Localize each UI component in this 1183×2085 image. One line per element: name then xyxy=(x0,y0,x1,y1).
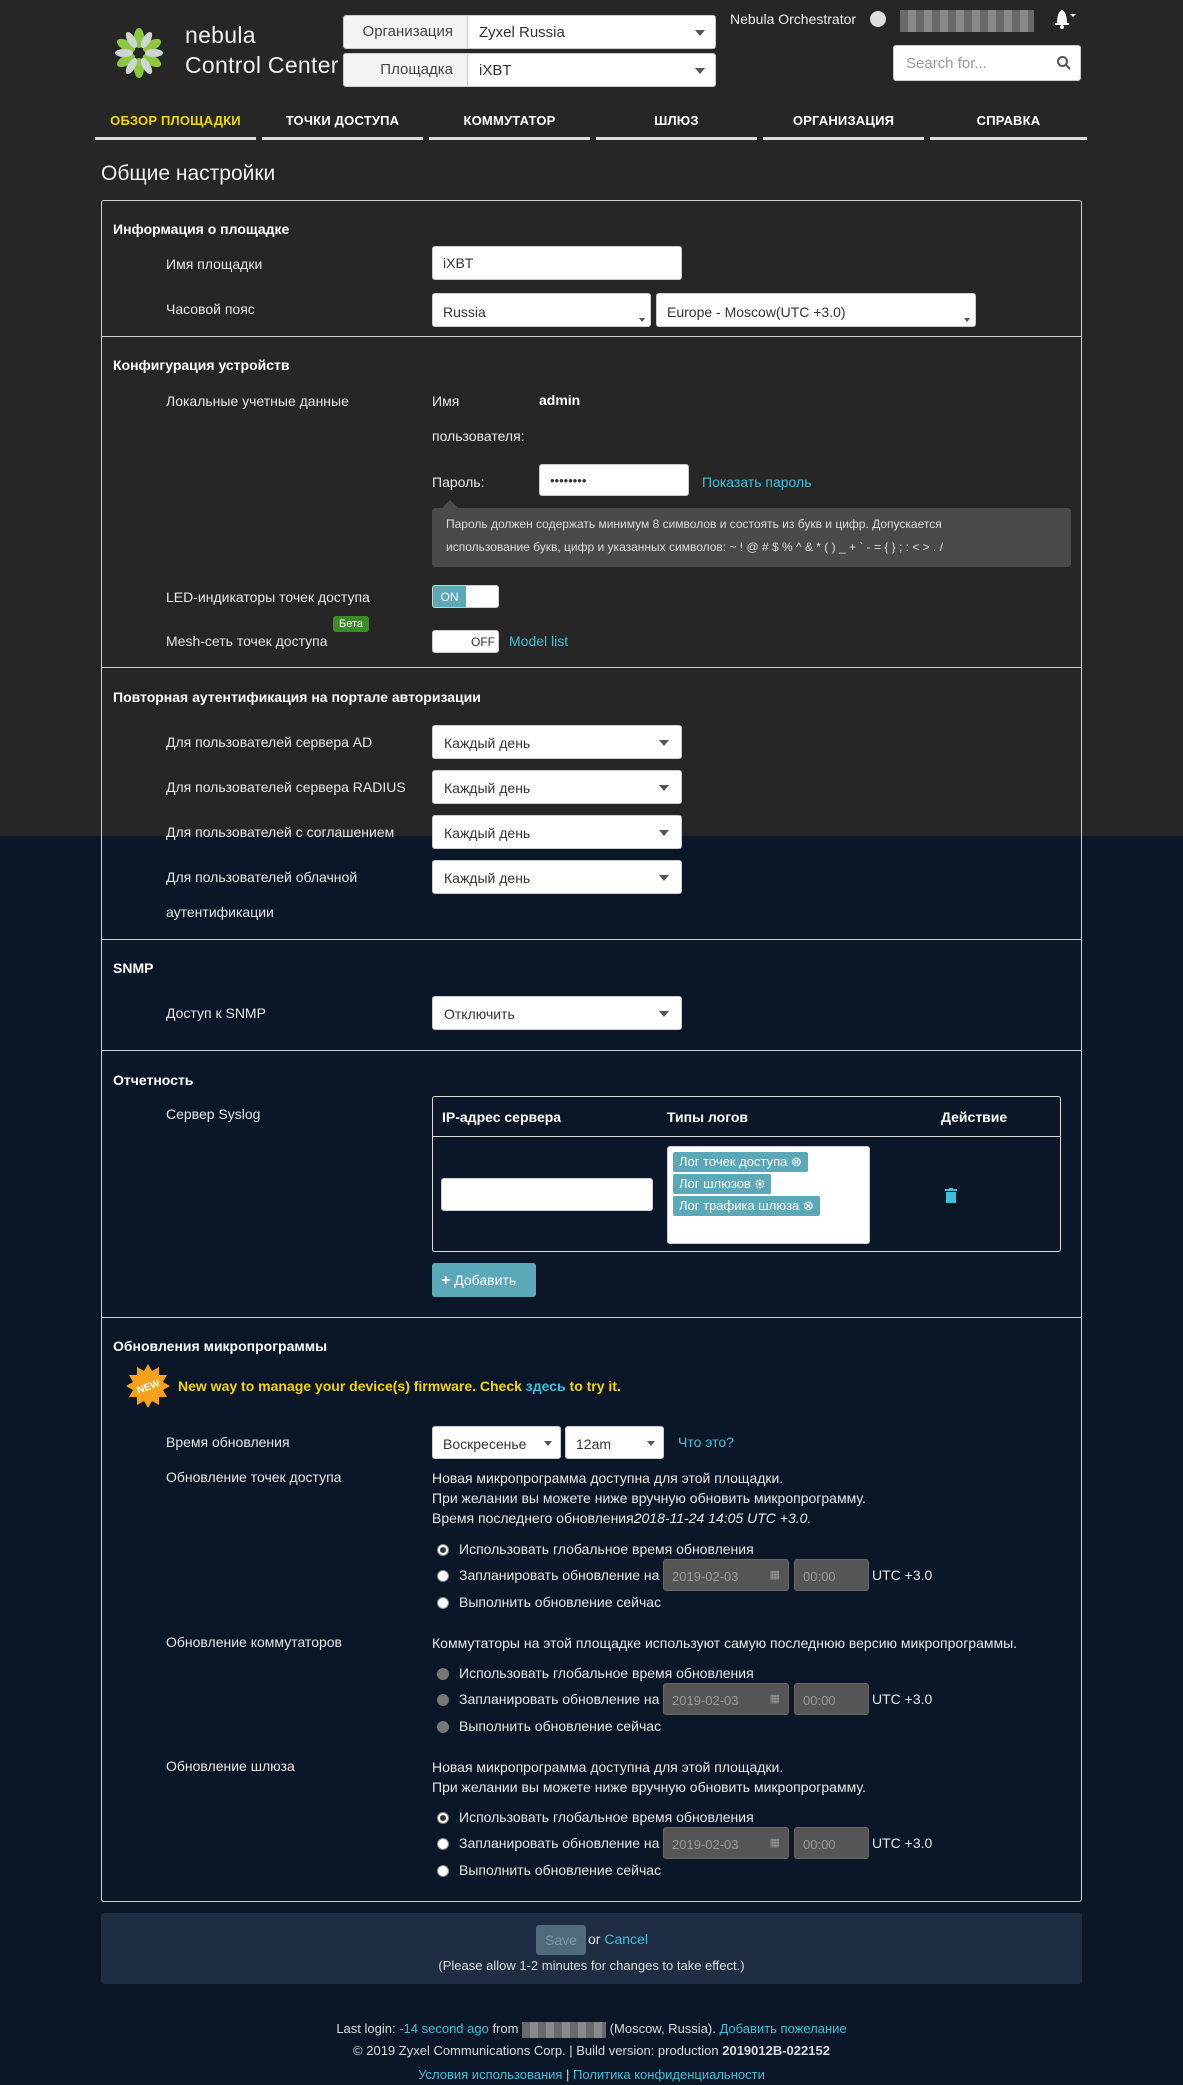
show-password-link[interactable]: Показать пароль xyxy=(702,474,812,490)
ap-update-line: При желании вы можете ниже вручную обновить микропрограмму. xyxy=(432,1490,866,1506)
reauth-radius-label: Для пользователей сервера RADIUS xyxy=(166,779,406,795)
remove-tag-icon[interactable]: ⊗ xyxy=(802,1198,814,1213)
ap-update-label: Обновление точек доступа xyxy=(166,1469,342,1485)
password-hint-tooltip xyxy=(432,508,1071,567)
section-title-reporting: Отчетность xyxy=(113,1072,194,1088)
ap-radio-schedule[interactable] xyxy=(437,1570,449,1582)
select-value: Каждый день xyxy=(444,780,531,796)
page-title: Общие настройки xyxy=(101,162,276,185)
ap-radio-global[interactable] xyxy=(437,1544,449,1556)
calendar-icon: ▦ xyxy=(769,1837,780,1849)
ap-radio-now[interactable] xyxy=(437,1597,449,1609)
legal-links: Условия использования | Политика конфиденциальности xyxy=(418,2067,765,2082)
ip-address-blurred xyxy=(522,2022,606,2038)
utc-label: UTC +3.0 xyxy=(872,1835,933,1851)
reauth-ad-label: Для пользователей сервера AD xyxy=(166,734,373,750)
select-value: Отключить xyxy=(444,1006,515,1022)
chevron-down-icon xyxy=(659,785,669,791)
firmware-promo: New way to manage your device(s) firmware. Check здесь to try it. xyxy=(178,1378,621,1394)
remove-tag-icon[interactable]: ⊗ xyxy=(790,1154,802,1169)
ap-schedule-date[interactable]: 2019-02-03 ▦ xyxy=(663,1559,789,1591)
username-value: admin xyxy=(539,392,581,408)
reauth-cloud-label-cont: аутентификации xyxy=(166,904,274,920)
terms-link[interactable]: Условия использования xyxy=(418,2067,563,2082)
new-badge-label: NEW xyxy=(135,1378,162,1397)
gateway-update-label: Обновление шлюза xyxy=(166,1758,295,1774)
nebula-logo-icon xyxy=(112,26,166,80)
reauth-cloud-select[interactable] xyxy=(432,860,682,894)
timezone-label: Часовой пояс xyxy=(166,301,255,317)
reauth-agreement-label: Для пользователей с соглашением xyxy=(166,824,395,840)
site-label: Площадка xyxy=(344,54,468,86)
save-bar xyxy=(101,1913,1082,1984)
tag-label: Лог трафика шлюза xyxy=(679,1198,800,1213)
led-label: LED-индикаторы точек доступа xyxy=(166,589,370,605)
divider xyxy=(101,939,1082,940)
chevron-down-icon xyxy=(964,318,970,322)
search-icon[interactable] xyxy=(1056,55,1072,71)
copyright-line: © 2019 Zyxel Communications Corp. | Build version: production 2019012B-022152 xyxy=(353,2043,830,2058)
tag-label: Лог шлюзов xyxy=(679,1176,751,1191)
gateway-radio-schedule[interactable] xyxy=(437,1838,449,1850)
timezone-country-select[interactable] xyxy=(432,293,651,327)
toggle-off-label: OFF xyxy=(468,631,498,652)
local-credentials-label: Локальные учетные данные xyxy=(166,393,349,409)
timezone-zone-select[interactable] xyxy=(656,293,976,327)
logo-text-line1: nebula xyxy=(185,22,256,48)
mesh-label: Mesh-сеть точек доступа xyxy=(166,633,328,649)
tab-access-points[interactable]: ТОЧКИ ДОСТУПА xyxy=(262,104,423,140)
ap-schedule-time[interactable]: 00:00 xyxy=(794,1559,869,1591)
divider xyxy=(101,1317,1082,1318)
tab-switch[interactable]: КОММУТАТОР xyxy=(429,104,590,140)
log-type-tag[interactable] xyxy=(673,1196,820,1216)
radio-label: Запланировать обновление на xyxy=(459,1691,660,1707)
log-type-tag[interactable] xyxy=(673,1174,771,1194)
save-note: (Please allow 1-2 minutes for changes to take effect.) xyxy=(438,1958,745,1973)
divider xyxy=(101,667,1082,668)
column-header: Действие xyxy=(941,1109,1008,1125)
tab-gateway[interactable]: ШЛЮЗ xyxy=(596,104,757,140)
snmp-access-label: Доступ к SNMP xyxy=(166,1005,266,1021)
syslog-label: Сервер Syslog xyxy=(166,1106,261,1122)
switch-update-line: Коммутаторы на этой площадке используют самую последнюю версию микропрограммы. xyxy=(432,1635,1018,1651)
timezone-zone-value: Europe - Moscow(UTC +3.0) xyxy=(667,304,846,320)
plus-icon: + xyxy=(441,1272,451,1289)
select-value: Каждый день xyxy=(444,870,531,886)
logo-text-line2: Control Center xyxy=(185,52,339,78)
toggle-on-label: ON xyxy=(433,586,466,607)
chevron-down-icon xyxy=(659,830,669,836)
privacy-link[interactable]: Политика конфиденциальности xyxy=(573,2067,765,2082)
update-time-label: Время обновления xyxy=(166,1434,290,1450)
switch-radio-schedule[interactable] xyxy=(437,1694,449,1706)
site-name-label: Имя площадки xyxy=(166,256,263,272)
password-input[interactable]: •••••••• xyxy=(539,464,689,496)
divider xyxy=(433,1136,1060,1137)
chevron-down-icon xyxy=(659,740,669,746)
remove-tag-icon[interactable]: ⊗ xyxy=(754,1176,766,1191)
switch-schedule-time[interactable]: 00:00 xyxy=(794,1683,869,1715)
divider xyxy=(101,336,1082,337)
chevron-down-icon xyxy=(639,318,645,322)
mesh-toggle[interactable] xyxy=(432,630,499,653)
ap-last-update: Время последнего обновления2018-11-24 14:05 UTC +3.0. xyxy=(432,1510,812,1526)
password-label: Пароль: xyxy=(432,474,485,490)
model-list-link[interactable]: Model list xyxy=(509,633,569,649)
radio-label: Выполнить обновление сейчас xyxy=(459,1862,662,1878)
what-is-this-link[interactable]: Что это? xyxy=(678,1434,734,1450)
utc-label: UTC +3.0 xyxy=(872,1567,933,1583)
tab-help[interactable]: СПРАВКА xyxy=(930,104,1087,140)
search-placeholder: Search for... xyxy=(906,55,987,72)
switch-radio-now[interactable] xyxy=(437,1721,449,1733)
tag-label: Лог точек доступа xyxy=(679,1154,788,1169)
radio-label: Выполнить обновление сейчас xyxy=(459,1718,662,1734)
new-badge-icon xyxy=(126,1364,170,1408)
select-value: 12am xyxy=(576,1436,612,1452)
led-toggle[interactable] xyxy=(432,585,499,608)
site-name-input[interactable]: iXBT xyxy=(432,246,682,280)
tooltip-line: Пароль должен содержать минимум 8 символов и состоять из букв и цифр. Допускается xyxy=(446,517,942,531)
orchestrator-label: Nebula Orchestrator xyxy=(730,11,857,27)
organization-value: Zyxel Russia xyxy=(479,24,565,41)
calendar-icon: ▦ xyxy=(769,1693,780,1705)
reauth-cloud-label: Для пользователей облачной xyxy=(166,869,358,885)
snmp-access-select[interactable] xyxy=(432,996,682,1030)
add-button-label: Добавить xyxy=(454,1272,517,1288)
calendar-icon: ▦ xyxy=(769,1569,780,1581)
gateway-schedule-time[interactable]: 00:00 xyxy=(794,1827,869,1859)
username-label-cont: пользователя: xyxy=(432,428,525,444)
syslog-table xyxy=(432,1096,1061,1252)
update-hour-select[interactable] xyxy=(565,1426,664,1459)
section-title-firmware: Обновления микропрограммы xyxy=(113,1338,328,1354)
reauth-ad-select[interactable] xyxy=(432,725,682,759)
syslog-ip-input[interactable] xyxy=(441,1178,653,1211)
tooltip-line: использование букв, цифр и указанных символов: ~ ! @ # $ % ^ & * ( ) _ + ` - = { } ; : < > . / xyxy=(446,540,944,554)
section-title-site-info: Информация о площадке xyxy=(113,221,290,237)
ap-update-line: Новая микропрограмма доступна для этой площадки. xyxy=(432,1470,784,1486)
add-wish-link[interactable]: Добавить пожелание xyxy=(719,2021,847,2036)
section-title-device-config: Конфигурация устройств xyxy=(113,357,290,373)
column-header: IP-адрес сервера xyxy=(442,1109,562,1125)
section-title-reauth: Повторная аутентификация на портале авторизации xyxy=(113,689,481,705)
organization-select[interactable] xyxy=(343,15,716,49)
timezone-country-value: Russia xyxy=(443,304,486,320)
utc-label: UTC +3.0 xyxy=(872,1691,933,1707)
chevron-down-icon xyxy=(695,68,705,74)
update-day-select[interactable] xyxy=(432,1426,561,1459)
bell-icon[interactable] xyxy=(1047,6,1077,30)
chevron-down-icon xyxy=(659,875,669,881)
log-type-tag[interactable] xyxy=(673,1152,808,1172)
last-login-time: -14 second ago xyxy=(399,2021,489,2036)
organization-label: Организация xyxy=(344,16,468,48)
chevron-down-icon xyxy=(647,1441,655,1446)
last-login-line: Last login: -14 second ago from (Moscow, Russia). Добавить пожелание xyxy=(336,2021,847,2036)
select-value: Каждый день xyxy=(444,825,531,841)
site-value: iXBT xyxy=(479,62,512,79)
log-types-multiselect[interactable] xyxy=(667,1146,870,1244)
chevron-down-icon xyxy=(544,1441,552,1446)
switch-update-label: Обновление коммутаторов xyxy=(166,1634,342,1650)
section-title-snmp: SNMP xyxy=(113,960,154,976)
username-label: Имя xyxy=(432,393,460,409)
column-header: Типы логов xyxy=(667,1109,748,1125)
orchestrator-toggle-icon[interactable] xyxy=(870,11,886,27)
radio-label: Запланировать обновление на xyxy=(459,1567,660,1583)
or-label: or Cancel xyxy=(588,1931,648,1947)
gateway-radio-now[interactable] xyxy=(437,1865,449,1877)
divider xyxy=(101,1050,1082,1051)
user-avatar-blurred[interactable] xyxy=(900,10,1034,32)
gateway-radio-global[interactable] xyxy=(437,1812,449,1824)
radio-label: Выполнить обновление сейчас xyxy=(459,1594,662,1610)
switch-schedule-date[interactable]: 2019-02-03 ▦ xyxy=(663,1683,789,1715)
radio-label: Запланировать обновление на xyxy=(459,1835,660,1851)
radio-label: Использовать глобальное время обновления xyxy=(459,1541,754,1557)
chevron-down-icon xyxy=(695,30,705,36)
reauth-radius-select[interactable] xyxy=(432,770,682,804)
gateway-schedule-date[interactable]: 2019-02-03 ▦ xyxy=(663,1827,789,1859)
beta-badge: Бета xyxy=(333,616,369,632)
switch-radio-global[interactable] xyxy=(437,1668,449,1680)
chevron-down-icon xyxy=(659,1011,669,1017)
tab-organization[interactable]: ОРГАНИЗАЦИЯ xyxy=(763,104,924,140)
reauth-agreement-select[interactable] xyxy=(432,815,682,849)
firmware-promo-link[interactable]: здесь xyxy=(525,1378,566,1394)
cancel-link[interactable]: Cancel xyxy=(604,1931,648,1947)
radio-label: Использовать глобальное время обновления xyxy=(459,1809,754,1825)
trash-icon[interactable] xyxy=(945,1188,957,1203)
site-select[interactable] xyxy=(343,53,716,87)
gateway-update-line: Новая микропрограмма доступна для этой площадки. xyxy=(432,1759,784,1775)
radio-label: Использовать глобальное время обновления xyxy=(459,1665,754,1681)
tab-site-overview[interactable]: ОБЗОР ПЛОЩАДКИ xyxy=(95,104,256,140)
select-value: Воскресенье xyxy=(443,1436,527,1452)
gateway-update-line: При желании вы можете ниже вручную обновить микропрограмму. xyxy=(432,1779,866,1795)
save-button[interactable]: Save xyxy=(536,1925,586,1955)
add-syslog-button[interactable] xyxy=(432,1263,536,1297)
search-input[interactable] xyxy=(893,45,1081,81)
select-value: Каждый день xyxy=(444,735,531,751)
